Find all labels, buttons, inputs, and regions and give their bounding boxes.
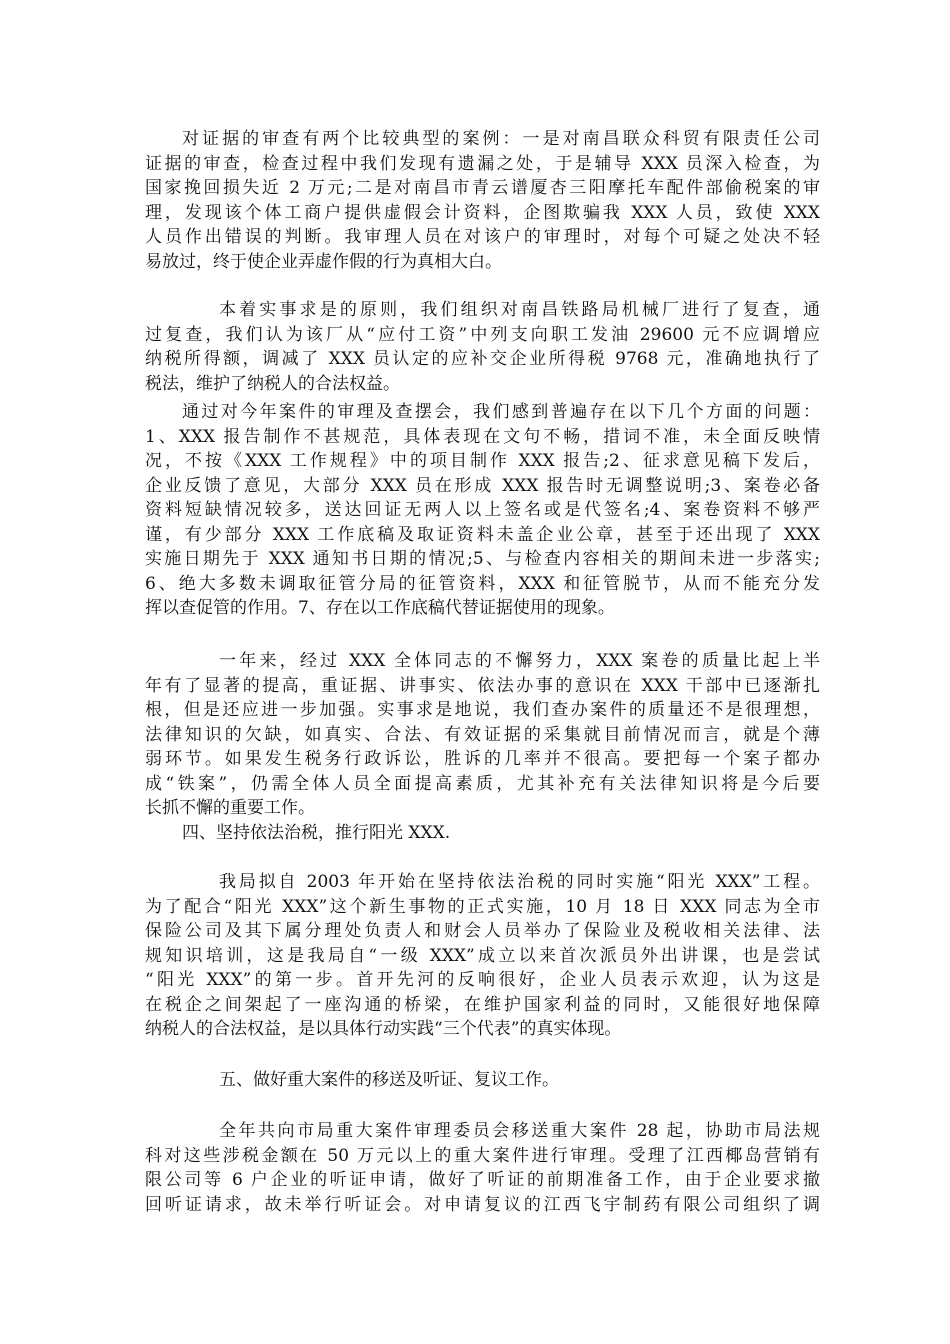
section-heading-four [145, 821, 820, 846]
text-line: 谨，有少部分 XXX 工作底稿及取证资料未盖企业公章，甚至于还出现了 XXX [145, 524, 820, 545]
text-line: 证据的审查，检查过程中我们发现有遗漏之处，于是辅导 XXX 员深入检查，为 [145, 153, 820, 174]
text-line: 挥以查促管的作用。7、存在以工作底稿代替证据使用的现象。 [145, 598, 615, 618]
text-line: 国家挽回损失近 2 万元;二是对南昌市青云谱厦杏三阳摩托车配件部偷税案的审 [145, 178, 820, 198]
text-line: 根，但是还应进一步加强。实事求是地说，我们查办案件的质量还不是很理想， [145, 700, 820, 720]
text-line: 资料短缺情况较多，送达回证无两人以上签名或是代签名;4、案卷资料不够严 [145, 500, 820, 520]
text-line: 弱环节。如果发生税务行政诉讼，胜诉的几率并不很高。要把每一个案子都办 [145, 749, 820, 769]
text-line: 限公司等 6 户企业的听证申请，做好了听证的前期准备工作，由于企业要求撤 [145, 1170, 820, 1190]
text-line: 保险公司及其下属分理处负责人和财会人员举办了保险业及税收相关法律、法 [145, 921, 820, 941]
text-line: 在税企之间架起了一座沟通的桥梁，在维护国家利益的同时，又能很好地保障 [145, 994, 820, 1015]
text-line: 本着实事求是的原则，我们组织对南昌铁路局机械厂进行了复查，通 [219, 300, 820, 320]
section-heading: 五、做好重大案件的移送及听证、复议工作。 [219, 1070, 559, 1090]
text-line: 过复查，我们认为该厂从“应付工资”中列支向职工发油 29600 元不应调增应 [145, 324, 820, 345]
text-line: 人员作出错误的判断。我审理人员在对该户的审理时，对每个可疑之处决不轻 [145, 227, 820, 247]
section-heading: 四、坚持依法治税，推行阳光 XXX. [182, 823, 451, 843]
text-line: 况，不按《XXX 工作规程》中的项目制作 XXX 报告;2、征求意见稿下发后， [145, 451, 820, 471]
section-heading-five [145, 1068, 820, 1093]
text-line: 实施日期先于 XXX 通知书日期的情况;5、与检查内容相关的期间未进一步落实; [145, 549, 820, 569]
text-line: 年有了显著的提高，重证据、讲事实、依法办事的意识在 XXX 干部中已逐渐扎 [145, 675, 820, 696]
paragraph-problems [145, 400, 820, 621]
text-line: “阳光 XXX”的第一步。首开先河的反响很好，企业人员表示欢迎，认为这是 [145, 970, 820, 990]
text-line: 通过对今年案件的审理及查摆会，我们感到普遍存在以下几个方面的问题： [182, 402, 820, 422]
text-line: 纳税所得额，调减了 XXX 员认定的应补交企业所得税 9768 元，准确地执行了 [145, 349, 820, 369]
text-line: 易放过，终于使企业弄虚作假的行为真相大白。 [145, 251, 502, 272]
text-line: 长抓不懈的重要工作。 [145, 798, 315, 818]
text-line: 回听证请求，故未举行听证会。对申请复议的江西飞宇制药有限公司组织了调 [145, 1194, 820, 1215]
paragraph-year-summary [145, 649, 820, 821]
text-line: 6、绝大多数未调取征管分局的征管资料，XXX 和征管脱节，从而不能充分发 [145, 573, 820, 594]
text-line: 理，发现该个体工商户提供虚假会计资料，企图欺骗我 XXX 人员，致使 XXX [145, 202, 820, 223]
text-line: 为了配合“阳光 XXX”这个新生事物的正式实施，10 月 18 日 XXX 同志为全市 [145, 896, 820, 917]
text-line: 科对这些涉税金额在 50 万元以上的重大案件进行审理。受理了江西椰岛营销有 [145, 1145, 820, 1166]
paragraph-evidence-review [145, 127, 820, 274]
paragraph-reexamination [145, 298, 820, 396]
text-line: 纳税人的合法权益，是以具体行动实践“三个代表”的真实体现。 [145, 1019, 622, 1039]
text-line: 企业反馈了意见，大部分 XXX 员在形成 XXX 报告时无调整说明;3、案卷必备 [145, 475, 820, 496]
text-line: 税法，维护了纳税人的合法权益。 [145, 373, 400, 394]
text-line: 对证据的审查有两个比较典型的案例：一是对南昌联众科贸有限责任公司 [182, 129, 820, 149]
paragraph-major-cases [145, 1119, 820, 1217]
text-line: 全年共向市局重大案件审理委员会移送重大案件 28 起，协助市局法规 [219, 1121, 820, 1141]
text-line: 成“铁案”，仍需全体人员全面提高素质，尤其补充有关法律知识将是今后要 [145, 773, 820, 794]
text-line: 我局拟自 2003 年开始在坚持依法治税的同时实施“阳光 XXX”工程。 [219, 872, 820, 892]
text-line: 1、XXX 报告制作不甚规范，具体表现在文句不畅，措词不准，未全面反映情 [145, 426, 820, 447]
text-line: 法律知识的欠缺，如真实、合法、有效证据的采集就目前情况而言，就是个薄 [145, 724, 820, 745]
text-line: 一年来，经过 XXX 全体同志的不懈努力，XXX 案卷的质量比起上半 [219, 651, 820, 671]
paragraph-sunshine-project [145, 870, 820, 1042]
text-line: 规知识培训，这是我局自“一级 XXX”成立以来首次派员外出讲课，也是尝试 [145, 945, 820, 966]
